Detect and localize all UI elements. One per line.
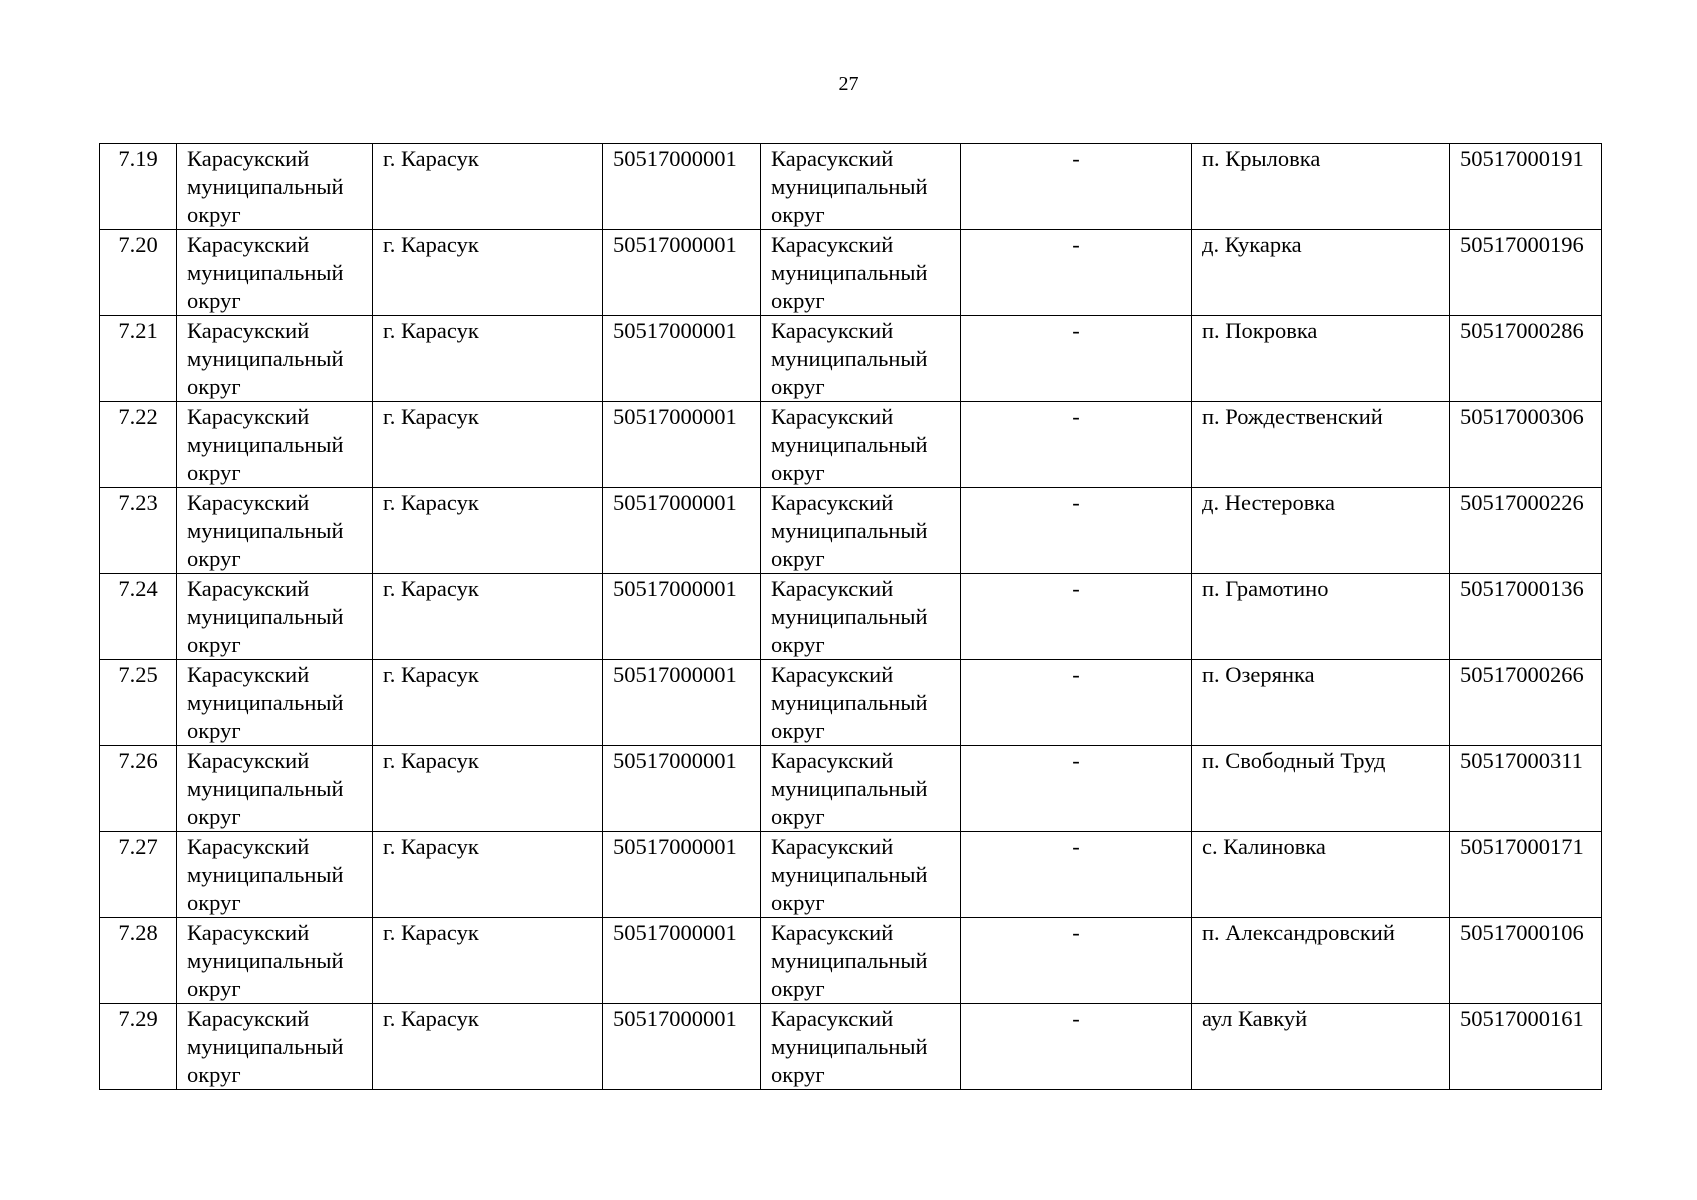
center-code-cell: 50517000001 (603, 832, 761, 918)
center-cell: г. Карасук (373, 316, 603, 402)
table-body (100, 144, 1602, 1090)
row-number-cell: 7.25 (100, 660, 177, 746)
dash-cell: - (961, 488, 1192, 574)
settlement-cell: п. Крыловка (1192, 144, 1450, 230)
settlements-table (99, 143, 1602, 1090)
dash-cell: - (961, 316, 1192, 402)
district-cell: Карасукский муниципальный округ (177, 918, 373, 1004)
municipality-cell: Карасукский муниципальный округ (761, 1004, 961, 1090)
dash-cell: - (961, 574, 1192, 660)
table-row (100, 316, 1602, 402)
settlement-code-cell: 50517000171 (1450, 832, 1602, 918)
municipality-cell: Карасукский муниципальный округ (761, 316, 961, 402)
center-cell: г. Карасук (373, 660, 603, 746)
center-code-cell: 50517000001 (603, 574, 761, 660)
district-cell: Карасукский муниципальный округ (177, 402, 373, 488)
table-row (100, 832, 1602, 918)
center-code-cell: 50517000001 (603, 488, 761, 574)
dash-cell: - (961, 144, 1192, 230)
settlement-cell: п. Покровка (1192, 316, 1450, 402)
table-row (100, 1004, 1602, 1090)
center-code-cell: 50517000001 (603, 144, 761, 230)
municipality-cell: Карасукский муниципальный округ (761, 746, 961, 832)
center-code-cell: 50517000001 (603, 660, 761, 746)
dash-cell: - (961, 746, 1192, 832)
row-number-cell: 7.27 (100, 832, 177, 918)
settlement-code-cell: 50517000311 (1450, 746, 1602, 832)
district-cell: Карасукский муниципальный округ (177, 488, 373, 574)
row-number-cell: 7.21 (100, 316, 177, 402)
center-cell: г. Карасук (373, 402, 603, 488)
row-number-cell: 7.26 (100, 746, 177, 832)
dash-cell: - (961, 402, 1192, 488)
district-cell: Карасукский муниципальный округ (177, 574, 373, 660)
settlement-code-cell: 50517000196 (1450, 230, 1602, 316)
district-cell: Карасукский муниципальный округ (177, 230, 373, 316)
municipality-cell: Карасукский муниципальный округ (761, 144, 961, 230)
settlement-code-cell: 50517000106 (1450, 918, 1602, 1004)
municipality-cell: Карасукский муниципальный округ (761, 488, 961, 574)
settlement-code-cell: 50517000306 (1450, 402, 1602, 488)
settlement-code-cell: 50517000191 (1450, 144, 1602, 230)
settlement-cell: с. Калиновка (1192, 832, 1450, 918)
municipality-cell: Карасукский муниципальный округ (761, 230, 961, 316)
dash-cell: - (961, 660, 1192, 746)
row-number-cell: 7.22 (100, 402, 177, 488)
dash-cell: - (961, 230, 1192, 316)
center-cell: г. Карасук (373, 488, 603, 574)
settlement-cell: п. Александровский (1192, 918, 1450, 1004)
dash-cell: - (961, 918, 1192, 1004)
page-number: 27 (838, 73, 859, 95)
table-row (100, 660, 1602, 746)
center-code-cell: 50517000001 (603, 746, 761, 832)
settlement-cell: д. Кукарка (1192, 230, 1450, 316)
settlement-code-cell: 50517000286 (1450, 316, 1602, 402)
settlement-code-cell: 50517000136 (1450, 574, 1602, 660)
municipality-cell: Карасукский муниципальный округ (761, 832, 961, 918)
center-code-cell: 50517000001 (603, 316, 761, 402)
settlement-code-cell: 50517000226 (1450, 488, 1602, 574)
district-cell: Карасукский муниципальный округ (177, 316, 373, 402)
settlement-code-cell: 50517000161 (1450, 1004, 1602, 1090)
district-cell: Карасукский муниципальный округ (177, 144, 373, 230)
row-number-cell: 7.19 (100, 144, 177, 230)
settlement-cell: п. Рождественский (1192, 402, 1450, 488)
center-code-cell: 50517000001 (603, 1004, 761, 1090)
municipality-cell: Карасукский муниципальный округ (761, 574, 961, 660)
settlement-cell: п. Свободный Труд (1192, 746, 1450, 832)
municipality-cell: Карасукский муниципальный округ (761, 402, 961, 488)
district-cell: Карасукский муниципальный округ (177, 746, 373, 832)
row-number-cell: 7.23 (100, 488, 177, 574)
center-cell: г. Карасук (373, 918, 603, 1004)
district-cell: Карасукский муниципальный округ (177, 660, 373, 746)
settlement-cell: д. Нестеровка (1192, 488, 1450, 574)
district-cell: Карасукский муниципальный округ (177, 832, 373, 918)
table-row (100, 230, 1602, 316)
center-cell: г. Карасук (373, 832, 603, 918)
table-row (100, 144, 1602, 230)
table-row (100, 402, 1602, 488)
row-number-cell: 7.24 (100, 574, 177, 660)
table-row (100, 488, 1602, 574)
row-number-cell: 7.29 (100, 1004, 177, 1090)
dash-cell: - (961, 832, 1192, 918)
settlement-cell: аул Кавкуй (1192, 1004, 1450, 1090)
table-row (100, 918, 1602, 1004)
municipality-cell: Карасукский муниципальный округ (761, 660, 961, 746)
center-cell: г. Карасук (373, 230, 603, 316)
center-cell: г. Карасук (373, 144, 603, 230)
center-code-cell: 50517000001 (603, 402, 761, 488)
dash-cell: - (961, 1004, 1192, 1090)
table-row (100, 746, 1602, 832)
row-number-cell: 7.20 (100, 230, 177, 316)
center-code-cell: 50517000001 (603, 230, 761, 316)
center-cell: г. Карасук (373, 1004, 603, 1090)
table-row (100, 574, 1602, 660)
municipality-cell: Карасукский муниципальный округ (761, 918, 961, 1004)
row-number-cell: 7.28 (100, 918, 177, 1004)
settlement-code-cell: 50517000266 (1450, 660, 1602, 746)
center-cell: г. Карасук (373, 746, 603, 832)
district-cell: Карасукский муниципальный округ (177, 1004, 373, 1090)
center-cell: г. Карасук (373, 574, 603, 660)
settlement-cell: п. Озерянка (1192, 660, 1450, 746)
center-code-cell: 50517000001 (603, 918, 761, 1004)
settlement-cell: п. Грамотино (1192, 574, 1450, 660)
